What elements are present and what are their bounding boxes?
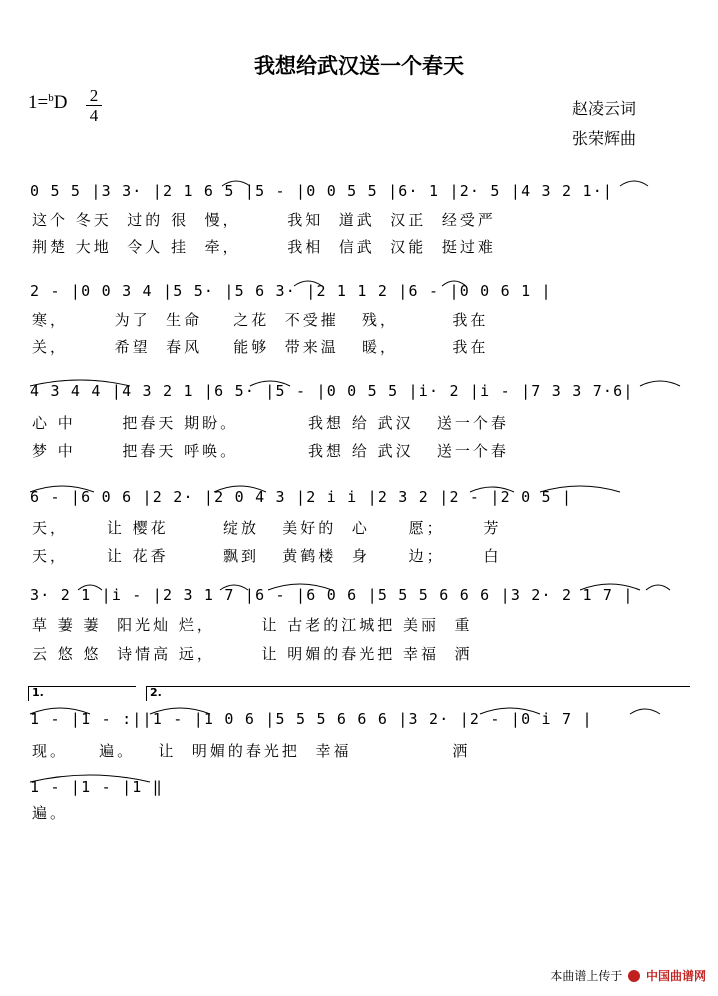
staff-line-2 [0,276,718,310]
slur-marks [0,772,718,784]
slur-marks [0,580,718,592]
staff-line-5 [0,580,718,614]
page-title: 我想给武汉送一个春天 [254,53,464,78]
notation-row: 2 - |0 0 3 4 |5 5· |5 6 3· |2 1 1 2 |6 - |0 0 6 1 | [30,282,552,300]
slur-marks [0,176,718,188]
slur-marks [0,276,718,288]
staff-line-4 [0,482,718,516]
lyric-line-5a: 草 萋 萋 阳光灿 烂， 让 古老的江城把 美丽 重 [32,616,473,634]
time-signature: 2 4 [86,86,102,125]
slur-marks [0,482,718,494]
lyric-line-7: 遍。 [32,804,69,822]
staff-line-1 [0,176,718,210]
lyric-line-6: 现。 遍。 让 明媚的春光把 幸福 洒 [32,742,471,760]
slur-marks [0,376,718,388]
composer-credit: 张荣辉曲 [572,129,637,148]
staff-line-3 [0,376,718,410]
lyric-line-2b: 关， 希望 春风 能够 带来温 暖， 我在 [32,338,489,356]
site-footer [550,967,706,984]
notation-row: 0 5 5 |3 3· |2 1 6 5 |5 - |0 0 5 5 |6· 1 |2· 5 |4 3 2 1·| [30,182,614,200]
lyric-line-4b: 天， 让 花香 飘到 黄鹤楼 身 边； 白 [32,547,502,565]
staff-line-6 [0,704,718,738]
lyric-line-3b: 梦 中 把春天 呼唤。 我想 给 武汉 送一个春 [32,442,509,460]
notation-row: 6 - |6 0 6 |2 2· |2 0 4 3 |2 i i |2 3 2 |2 - |2 0 5 | [30,488,573,506]
lyricist-credit: 赵凌云词 [572,99,637,118]
notation-row: 1 - |1 - :||1 - |1 0 6 |5 5 5 6 6 6 |3 2· |2 - |0 i 7 | [30,710,593,728]
lyric-line-2a: 寒， 为了 生命 之花 不受摧 残， 我在 [32,311,489,329]
footer-prefix: 本曲谱上传于 [550,969,623,983]
notation-row: 3· 2 1 |i - |2 3 1 7 |6 - |6 0 6 |5 5 5 6 6 6 |3 2· 2 1 7 | [30,586,634,604]
footer-site-link[interactable]: 中国曲谱网 [645,969,706,983]
lyric-line-4a: 天， 让 樱花 绽放 美好的 心 愿； 芳 [32,519,502,537]
notation-row: 1 - |1 - |1 ‖ [30,778,163,796]
staff-line-7 [0,772,718,806]
slur-marks [0,704,718,716]
second-ending-bracket: 2. [146,686,690,701]
lyric-line-1a: 这个 冬天 过的 很 慢， 我知 道武 汉正 经受严 [32,211,496,229]
first-ending-bracket: 1. [28,686,136,701]
key-signature: 1=$^b$D [28,92,68,113]
lyric-line-5b: 云 悠 悠 诗情高 远， 让 明媚的春光把 幸福 洒 [32,645,473,663]
site-logo-icon [628,970,640,982]
lyric-line-3a: 心 中 把春天 期盼。 我想 给 武汉 送一个春 [32,414,509,432]
notation-row: 4 3 4 4 |4 3 2 1 |6 5· |5 - |0 0 5 5 |i· 2 |i - |7 3 3 7·6| [30,382,634,400]
lyric-line-1b: 荆楚 大地 令人 挂 牵， 我相 信武 汉能 挺过难 [32,238,496,256]
